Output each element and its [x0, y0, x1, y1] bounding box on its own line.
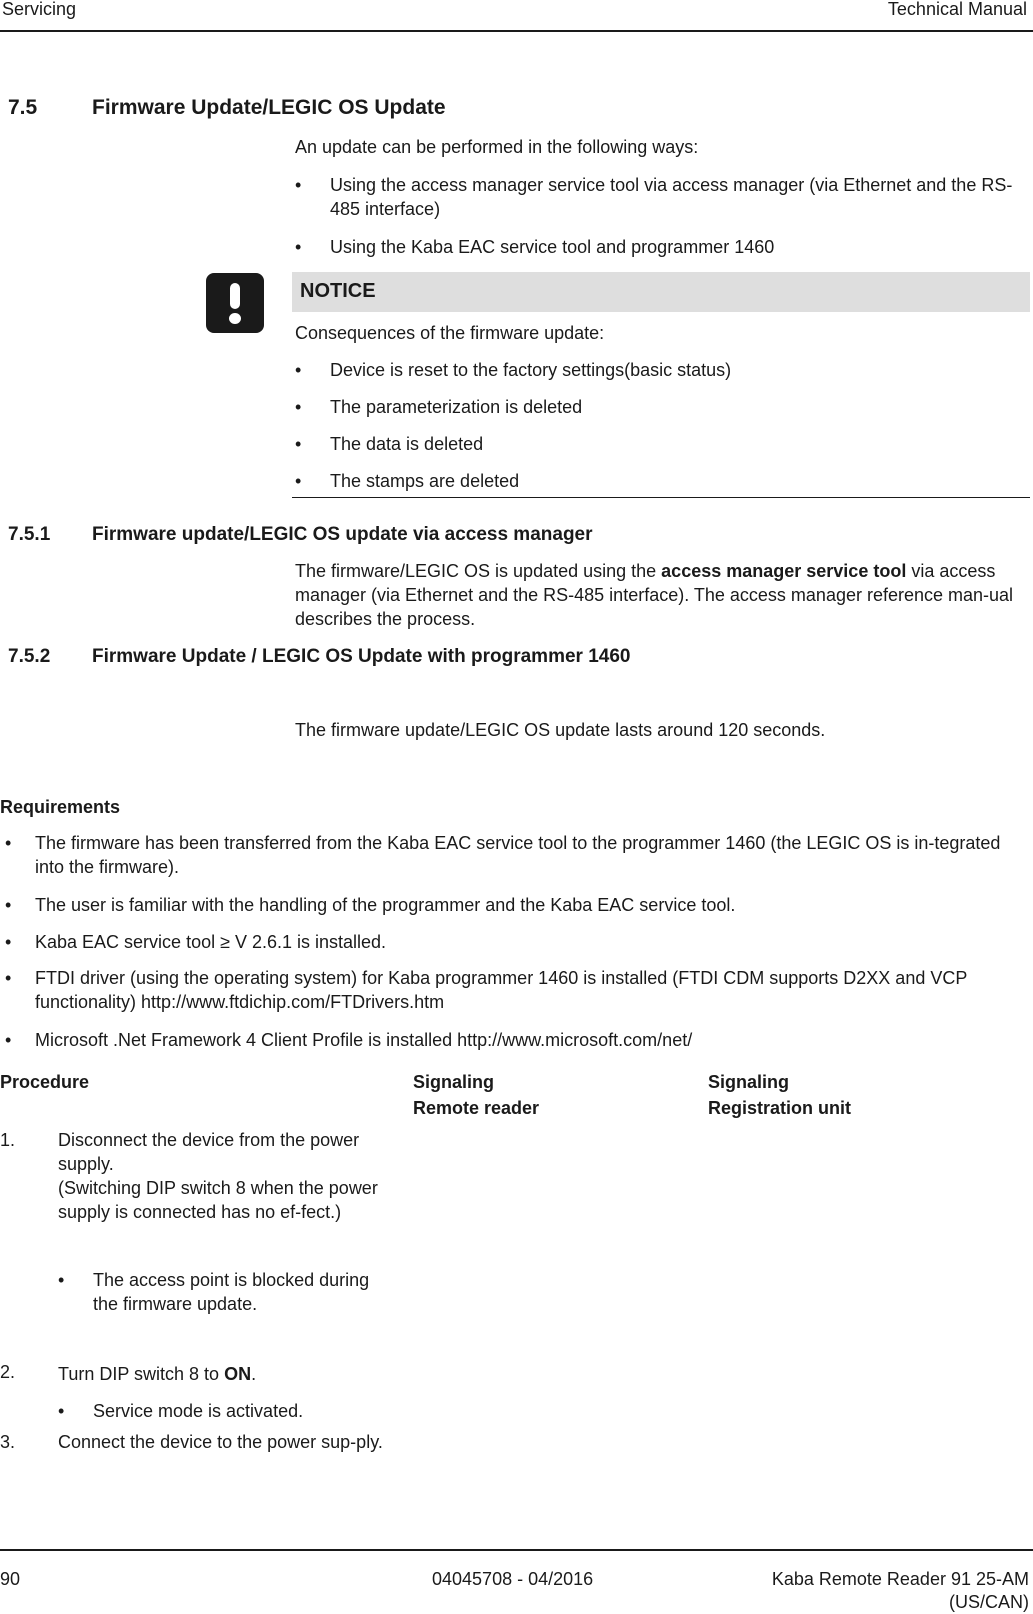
header-section-label: Servicing	[2, 0, 77, 19]
subsection-text: The firmware/LEGIC OS is updated using the access manager service tool via access manager (via Ethernet and the RS-485 interface). The access manager reference man-ual describes the process.	[295, 561, 1014, 629]
bullet-icon: •	[58, 1270, 65, 1290]
bullet-icon: •	[295, 360, 302, 380]
requirements-title: Requirements	[0, 797, 121, 817]
footer-rule	[0, 1549, 1033, 1551]
bullet-icon: •	[295, 471, 302, 491]
signaling-registration-header: Signaling Registration unit	[708, 1072, 851, 1118]
section-intro: An update can be performed in the following ways:	[295, 137, 699, 157]
bullet-icon: •	[5, 895, 12, 915]
exclamation-icon	[206, 273, 264, 333]
step-text: Connect the device to the power sup-ply.	[58, 1432, 383, 1452]
subsection-number: 7.5.1	[8, 524, 51, 545]
notice-banner	[292, 272, 1030, 312]
section-number: 7.5	[8, 96, 38, 119]
bullet-icon: •	[5, 968, 12, 988]
subsection-number: 7.5.2	[8, 646, 51, 667]
document-number: 04045708 - 04/2016	[432, 1569, 594, 1589]
subsection-text: The firmware update/LEGIC OS update lasts around 120 seconds.	[295, 720, 826, 740]
subsection-title: Firmware Update / LEGIC OS Update with programmer 1460	[92, 646, 631, 667]
step-number: 3.	[0, 1432, 16, 1452]
bullet-icon: •	[5, 1030, 12, 1050]
notice-end-rule	[292, 497, 1030, 498]
bullet-icon: •	[295, 237, 302, 257]
bullet-icon: •	[295, 434, 302, 454]
notice-title: NOTICE	[300, 280, 376, 302]
signaling-reader-header: Signaling Remote reader	[413, 1072, 540, 1118]
step-text: Disconnect the device from the power supply. (Switching DIP switch 8 when the power supply is connected has no ef-fect.)	[58, 1130, 378, 1222]
page-number: 90	[0, 1569, 21, 1589]
step-number: 2.	[0, 1362, 16, 1382]
bullet-icon: •	[295, 397, 302, 417]
header-manual-label: Technical Manual	[887, 0, 1027, 19]
bullet-icon: •	[5, 932, 12, 952]
bullet-icon: •	[58, 1401, 65, 1421]
bullet-icon: •	[5, 833, 12, 853]
subsection-title: Firmware update/LEGIC OS update via access manager	[92, 524, 593, 545]
step-text: Turn DIP switch 8 to ON.	[58, 1364, 257, 1384]
product-name: Kaba Remote Reader 91 25-AM (US/CAN)	[771, 1569, 1029, 1612]
bullet-icon: •	[295, 175, 302, 195]
header-rule	[0, 30, 1033, 32]
procedure-header: Procedure	[0, 1072, 90, 1092]
notice-intro: Consequences of the firmware update:	[295, 323, 605, 343]
step-number: 1.	[0, 1130, 16, 1150]
section-title: Firmware Update/LEGIC OS Update	[92, 96, 446, 119]
tool-name: access manager service tool	[661, 561, 907, 581]
